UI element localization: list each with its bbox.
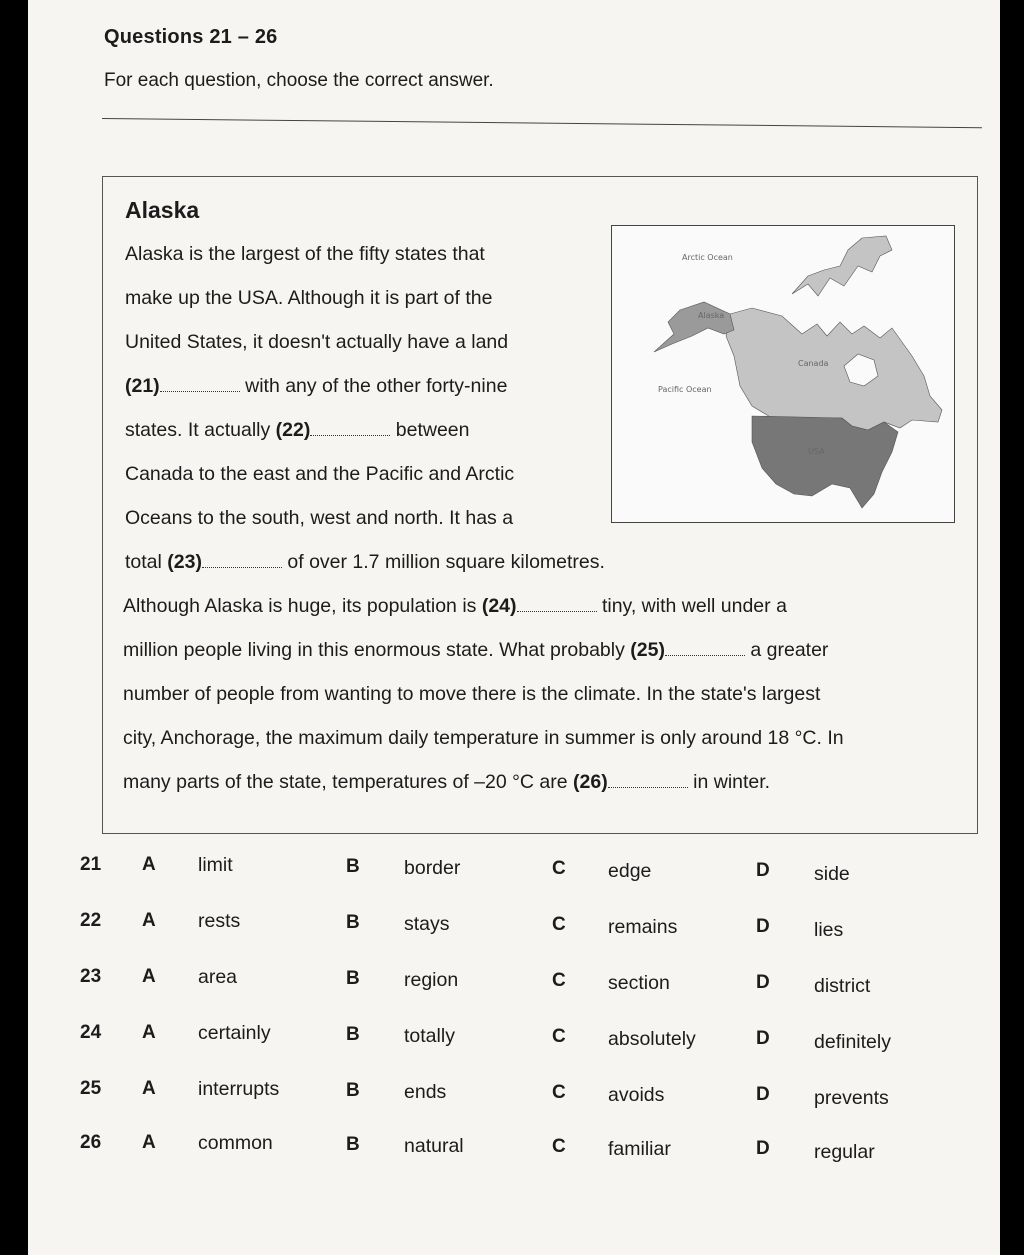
option-text[interactable]: edge xyxy=(608,860,652,882)
option-letter[interactable]: B xyxy=(346,1134,360,1155)
passage-text-segment: Alaska is the largest of the fifty states that xyxy=(125,243,485,265)
passage-line xyxy=(125,463,514,486)
map-label-arctic: Arctic Ocean xyxy=(682,253,733,262)
option-letter[interactable]: C xyxy=(552,858,566,879)
passage-text-segment: in winter. xyxy=(693,771,771,793)
passage-line xyxy=(123,639,828,662)
option-letter[interactable]: A xyxy=(142,910,156,931)
passage-text-segment: total xyxy=(125,551,162,573)
option-text[interactable]: stays xyxy=(404,913,450,935)
passage-line xyxy=(125,419,470,442)
option-letter[interactable]: D xyxy=(756,1084,770,1105)
passage-line xyxy=(123,683,820,706)
passage-line xyxy=(125,375,507,398)
option-letter[interactable]: B xyxy=(346,856,360,877)
gap-number: (21) xyxy=(125,375,160,397)
gap-number: (22) xyxy=(275,419,311,441)
passage-line xyxy=(125,287,492,310)
passage-text-segment: many parts of the state, temperatures of –20 °C are xyxy=(123,771,568,793)
option-text[interactable]: lies xyxy=(814,919,844,941)
passage-text-segment: with any of the other forty-nine xyxy=(245,375,508,397)
map-label-pacific: Pacific Ocean xyxy=(658,385,712,394)
option-text[interactable]: totally xyxy=(404,1025,455,1047)
passage-text-segment: a greater xyxy=(750,639,829,661)
gap-number: (25) xyxy=(630,639,665,661)
option-letter[interactable]: B xyxy=(346,1024,360,1045)
answer-blank[interactable] xyxy=(665,641,745,656)
answer-blank[interactable] xyxy=(608,773,688,788)
passage-text-segment: make up the USA. Although it is part of the xyxy=(125,287,493,309)
option-text[interactable]: interrupts xyxy=(198,1078,280,1100)
alaska-shape xyxy=(654,302,734,352)
option-text[interactable]: natural xyxy=(404,1135,464,1157)
passage-line xyxy=(123,727,844,750)
arctic-islands-shape xyxy=(792,236,892,296)
passage-line xyxy=(125,507,513,530)
passage-text-segment: between xyxy=(395,419,470,441)
question-number: 22 xyxy=(80,910,102,931)
option-text[interactable]: section xyxy=(608,972,670,994)
passage-text-segment: city, Anchorage, the maximum daily temperature in summer is only around 18 °C. In xyxy=(123,727,844,749)
answer-blank[interactable] xyxy=(517,597,597,612)
worksheet-page xyxy=(28,0,1000,1255)
passage-line xyxy=(125,551,605,574)
gap-number: (23) xyxy=(167,551,202,573)
questions-heading: Questions 21 – 26 xyxy=(104,26,278,48)
passage-text-segment: Although Alaska is huge, its population is xyxy=(123,595,477,617)
option-letter[interactable]: C xyxy=(552,1136,566,1157)
option-letter[interactable]: D xyxy=(756,860,770,881)
option-text[interactable]: area xyxy=(198,966,238,988)
question-row xyxy=(28,1078,1000,1108)
canada-shape xyxy=(726,308,942,430)
option-text[interactable]: certainly xyxy=(198,1022,271,1044)
option-text[interactable]: limit xyxy=(198,854,233,876)
answer-blank[interactable] xyxy=(310,421,390,436)
question-number: 23 xyxy=(80,966,102,987)
option-text[interactable]: border xyxy=(404,857,461,879)
passage-text-segment: Canada to the east and the Pacific and Arctic xyxy=(125,463,515,485)
option-text[interactable]: ends xyxy=(404,1081,447,1103)
passage-text-segment: states. It actually xyxy=(125,419,271,441)
passage-line xyxy=(123,771,770,794)
passage-text-segment: Oceans to the south, west and north. It has a xyxy=(125,507,514,529)
question-number: 24 xyxy=(80,1022,102,1043)
option-text[interactable]: avoids xyxy=(608,1084,665,1106)
option-text[interactable]: familiar xyxy=(608,1138,671,1160)
option-letter[interactable]: D xyxy=(756,972,770,993)
question-row xyxy=(28,1022,1000,1052)
question-row xyxy=(28,966,1000,996)
option-text[interactable]: remains xyxy=(608,916,678,938)
option-letter[interactable]: A xyxy=(142,966,156,987)
option-text[interactable]: definitely xyxy=(814,1031,891,1053)
north-america-map xyxy=(611,225,955,523)
map-figure xyxy=(612,226,953,521)
option-letter[interactable]: C xyxy=(552,914,566,935)
option-text[interactable]: side xyxy=(814,863,850,885)
option-text[interactable]: prevents xyxy=(814,1087,889,1109)
option-letter[interactable]: A xyxy=(142,1132,156,1153)
option-text[interactable]: region xyxy=(404,969,459,991)
passage-title: Alaska xyxy=(125,197,200,223)
answer-blank[interactable] xyxy=(160,377,240,392)
option-letter[interactable]: A xyxy=(142,1078,156,1099)
option-letter[interactable]: D xyxy=(756,916,770,937)
question-number: 21 xyxy=(80,854,102,875)
option-letter[interactable]: B xyxy=(346,912,360,933)
option-text[interactable]: regular xyxy=(814,1141,875,1163)
question-row xyxy=(28,854,1000,884)
gap-number: (24) xyxy=(481,595,517,617)
option-letter[interactable]: B xyxy=(346,968,360,989)
gap-number: (26) xyxy=(573,771,608,793)
question-number: 25 xyxy=(80,1078,102,1099)
usa-shape xyxy=(752,416,898,508)
question-row xyxy=(28,910,1000,940)
divider-line xyxy=(102,118,982,128)
option-text[interactable]: common xyxy=(198,1132,273,1154)
passage-line xyxy=(123,595,787,618)
option-letter[interactable]: C xyxy=(552,1026,566,1047)
option-letter[interactable]: C xyxy=(552,970,566,991)
option-text[interactable]: absolutely xyxy=(608,1028,696,1050)
option-letter[interactable]: D xyxy=(756,1028,770,1049)
option-letter[interactable]: D xyxy=(756,1138,770,1159)
option-text[interactable]: rests xyxy=(198,910,241,932)
instruction-text: For each question, choose the correct answer. xyxy=(104,70,494,91)
question-row xyxy=(28,1132,1000,1162)
option-letter[interactable]: B xyxy=(346,1080,360,1101)
answer-blank[interactable] xyxy=(202,553,282,568)
passage-line xyxy=(125,331,508,354)
passage-text-segment: of over 1.7 million square kilometres. xyxy=(287,551,605,573)
map-label-alaska: Alaska xyxy=(698,311,725,320)
passage-text-segment: tiny, with well under a xyxy=(601,595,787,617)
passage-box xyxy=(102,176,978,834)
option-letter[interactable]: A xyxy=(142,854,156,875)
passage-text-segment: million people living in this enormous state. What probably xyxy=(123,639,625,661)
map-label-canada: Canada xyxy=(798,359,829,368)
option-text[interactable]: district xyxy=(814,975,871,997)
option-letter[interactable]: C xyxy=(552,1082,566,1103)
question-number: 26 xyxy=(80,1132,102,1153)
passage-line xyxy=(125,243,485,266)
option-letter[interactable]: A xyxy=(142,1022,156,1043)
map-label-usa: USA xyxy=(808,447,825,456)
passage-text-segment: United States, it doesn't actually have a land xyxy=(125,331,509,353)
passage-text-segment: number of people from wanting to move there is the climate. In the state's largest xyxy=(123,683,821,705)
